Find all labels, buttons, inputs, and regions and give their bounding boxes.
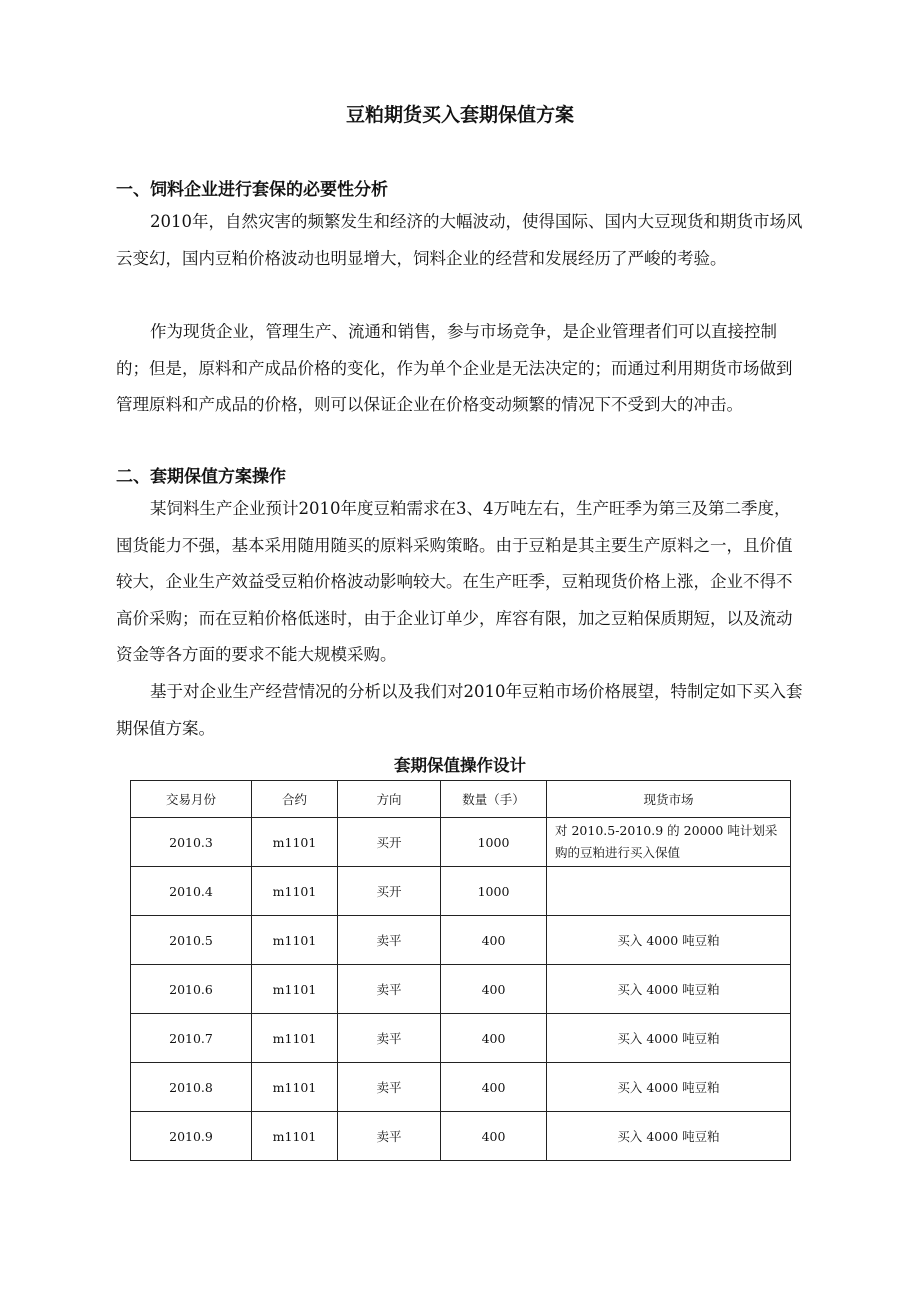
- cell-spot-market: 对 2010.5-2010.9 的 20000 吨计划采购的豆粕进行买入保值: [547, 818, 791, 867]
- cell-quantity: 1000: [441, 867, 547, 916]
- cell-contract: m1101: [252, 818, 338, 867]
- section1-paragraph-1: 2010年，自然灾害的频繁发生和经济的大幅波动，使得国际、国内大豆现货和期货市场风云变幻，国内豆粕价格波动也明显增大，饲料企业的经营和发展经历了严峻的考验。: [116, 212, 803, 268]
- cell-month: 2010.5: [131, 916, 252, 965]
- cell-contract: m1101: [252, 916, 338, 965]
- table-row: [131, 1014, 791, 1063]
- cell-quantity: 1000: [441, 818, 547, 867]
- cell-spot-market: 买入 4000 吨豆粕: [547, 916, 791, 965]
- cell-contract: m1101: [252, 1112, 338, 1161]
- section1-heading: 一、饲料企业进行套保的必要性分析: [116, 180, 388, 200]
- cell-quantity: 400: [441, 1112, 547, 1161]
- cell-contract: m1101: [252, 965, 338, 1014]
- cell-direction: 买开: [338, 818, 441, 867]
- hedging-table: [130, 780, 791, 1161]
- cell-month: 2010.3: [131, 818, 252, 867]
- header-spot-market: 现货市场: [547, 781, 791, 818]
- cell-spot-market: 买入 4000 吨豆粕: [547, 1063, 791, 1112]
- cell-quantity: 400: [441, 965, 547, 1014]
- section2-heading: 二、套期保值方案操作: [116, 467, 286, 487]
- section2-paragraph-1: 某饲料生产企业预计2010年度豆粕需求在3、4万吨左右，生产旺季为第三及第二季度，囤货能力不强，基本采用随用随买的原料采购策略。由于豆粕是其主要生产原料之一，且价值较大，企业生产效益受豆粕价格波动影响较大。在生产旺季，豆粕现货价格上涨，企业不得不高价采购；而在豆粕价格低迷时，由于企业订单少，库容有限，加之豆粕保质期短，以及流动资金等各方面的要求不能大规模采购。: [116, 499, 793, 664]
- header-month: 交易月份: [131, 781, 252, 818]
- cell-month: 2010.9: [131, 1112, 252, 1161]
- table-row: [131, 965, 791, 1014]
- section1-paragraph-2: 作为现货企业，管理生产、流通和销售，参与市场竞争，是企业管理者们可以直接控制的；但是，原料和产成品价格的变化，作为单个企业是无法决定的；而通过利用期货市场做到管理原料和产成品的价格，则可以保证企业在价格变动频繁的情况下不受到大的冲击。: [116, 322, 793, 414]
- section2-paragraph-2: 基于对企业生产经营情况的分析以及我们对2010年豆粕市场价格展望，特制定如下买入套期保值方案。: [116, 682, 803, 738]
- cell-spot-market: 买入 4000 吨豆粕: [547, 1014, 791, 1063]
- table-row: [131, 867, 791, 916]
- cell-contract: m1101: [252, 867, 338, 916]
- table-row: [131, 1063, 791, 1112]
- table-row: [131, 916, 791, 965]
- cell-direction: 买开: [338, 867, 441, 916]
- table-row: [131, 1112, 791, 1161]
- cell-month: 2010.8: [131, 1063, 252, 1112]
- cell-month: 2010.7: [131, 1014, 252, 1063]
- header-contract: 合约: [252, 781, 338, 818]
- table-row: [131, 818, 791, 867]
- cell-direction: 卖平: [338, 916, 441, 965]
- cell-contract: m1101: [252, 1014, 338, 1063]
- header-quantity: 数量（手）: [441, 781, 547, 818]
- cell-direction: 卖平: [338, 965, 441, 1014]
- table-title: 套期保值操作设计: [394, 756, 526, 775]
- cell-direction: 卖平: [338, 1014, 441, 1063]
- table-header-row: [131, 781, 791, 818]
- cell-quantity: 400: [441, 1014, 547, 1063]
- cell-spot-market: 买入 4000 吨豆粕: [547, 965, 791, 1014]
- cell-contract: m1101: [252, 1063, 338, 1112]
- document-title: 豆粕期货买入套期保值方案: [345, 104, 574, 126]
- cell-direction: 卖平: [338, 1063, 441, 1112]
- cell-month: 2010.6: [131, 965, 252, 1014]
- header-direction: 方向: [338, 781, 441, 818]
- cell-quantity: 400: [441, 916, 547, 965]
- cell-month: 2010.4: [131, 867, 252, 916]
- cell-spot-market: [547, 867, 791, 916]
- cell-quantity: 400: [441, 1063, 547, 1112]
- cell-spot-market: 买入 4000 吨豆粕: [547, 1112, 791, 1161]
- cell-direction: 卖平: [338, 1112, 441, 1161]
